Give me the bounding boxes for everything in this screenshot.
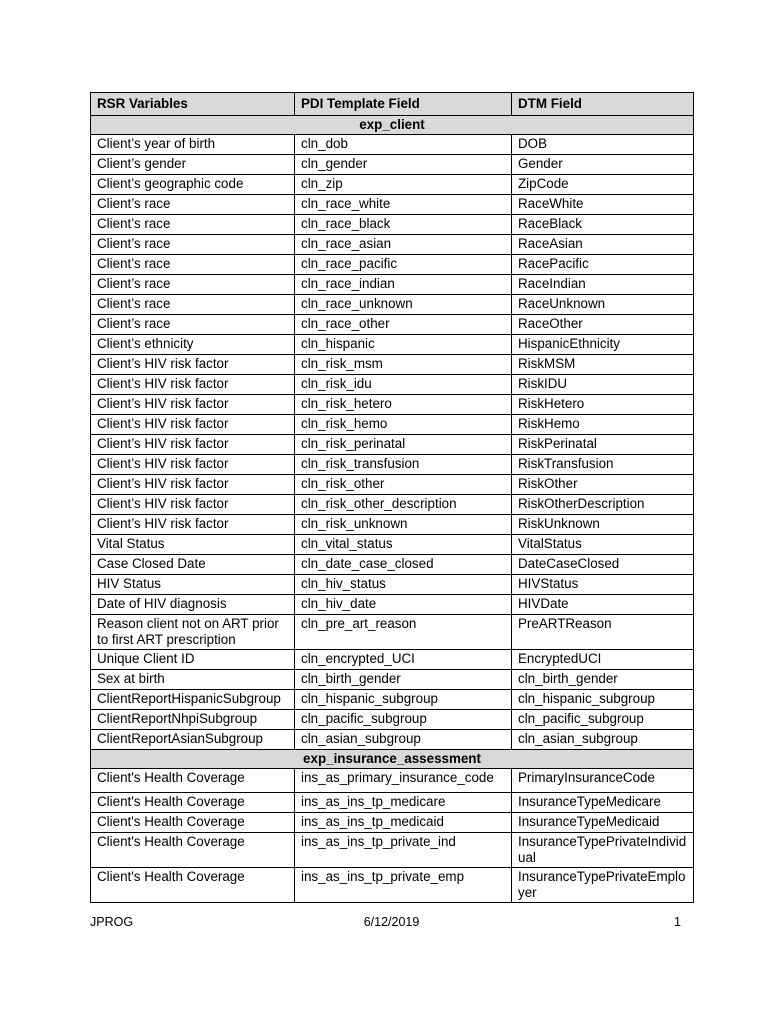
table-row	[91, 195, 694, 215]
header-dtm-field: DTM Field	[512, 93, 694, 116]
table-row	[91, 730, 694, 750]
cell-dtm-field: cln_pacific_subgroup	[512, 710, 694, 730]
table-row	[91, 690, 694, 710]
cell-rsr-variable: Client’s race	[91, 315, 295, 335]
variable-mapping-table-container	[90, 92, 693, 903]
table-row	[91, 455, 694, 475]
cell-dtm-field: InsuranceTypeMedicare	[512, 793, 694, 813]
cell-rsr-variable: Client's Health Coverage	[91, 833, 295, 868]
variable-mapping-table	[90, 92, 694, 903]
cell-pdi-template-field: cln_vital_status	[295, 535, 512, 555]
table-row	[91, 375, 694, 395]
cell-pdi-template-field: cln_risk_transfusion	[295, 455, 512, 475]
cell-rsr-variable: Client's Health Coverage	[91, 868, 295, 903]
cell-rsr-variable: Unique Client ID	[91, 650, 295, 670]
cell-rsr-variable: ClientReportAsianSubgroup	[91, 730, 295, 750]
cell-rsr-variable: Client’s ethnicity	[91, 335, 295, 355]
table-header	[91, 93, 694, 116]
cell-pdi-template-field: cln_risk_other_description	[295, 495, 512, 515]
cell-dtm-field: RiskOther	[512, 475, 694, 495]
cell-rsr-variable: Client’s HIV risk factor	[91, 455, 295, 475]
table-row	[91, 575, 694, 595]
cell-dtm-field: RaceIndian	[512, 275, 694, 295]
table-row	[91, 135, 694, 155]
cell-dtm-field: RiskMSM	[512, 355, 694, 375]
table-body	[91, 116, 694, 903]
table-row	[91, 255, 694, 275]
cell-pdi-template-field: cln_risk_hetero	[295, 395, 512, 415]
table-row	[91, 175, 694, 195]
cell-rsr-variable: Client’s HIV risk factor	[91, 515, 295, 535]
cell-dtm-field: RaceOther	[512, 315, 694, 335]
cell-dtm-field: RiskHemo	[512, 415, 694, 435]
cell-pdi-template-field: cln_race_indian	[295, 275, 512, 295]
table-row	[91, 275, 694, 295]
cell-dtm-field: RiskTransfusion	[512, 455, 694, 475]
cell-pdi-template-field: ins_as_ins_tp_private_emp	[295, 868, 512, 903]
table-row	[91, 535, 694, 555]
cell-pdi-template-field: cln_risk_unknown	[295, 515, 512, 535]
cell-dtm-field: HispanicEthnicity	[512, 335, 694, 355]
cell-pdi-template-field: cln_risk_perinatal	[295, 435, 512, 455]
cell-rsr-variable: Client’s race	[91, 255, 295, 275]
cell-pdi-template-field: cln_race_other	[295, 315, 512, 335]
table-row	[91, 813, 694, 833]
cell-pdi-template-field: cln_race_pacific	[295, 255, 512, 275]
cell-dtm-field: RiskIDU	[512, 375, 694, 395]
cell-rsr-variable: Client’s race	[91, 295, 295, 315]
table-row	[91, 235, 694, 255]
cell-rsr-variable: Client’s HIV risk factor	[91, 495, 295, 515]
cell-pdi-template-field: cln_race_black	[295, 215, 512, 235]
cell-pdi-template-field: ins_as_ins_tp_private_ind	[295, 833, 512, 868]
cell-dtm-field: VitalStatus	[512, 535, 694, 555]
table-row	[91, 155, 694, 175]
table-row	[91, 475, 694, 495]
table-row	[91, 595, 694, 615]
table-row	[91, 495, 694, 515]
table-row	[91, 415, 694, 435]
cell-rsr-variable: Case Closed Date	[91, 555, 295, 575]
cell-pdi-template-field: cln_hispanic	[295, 335, 512, 355]
cell-dtm-field: cln_hispanic_subgroup	[512, 690, 694, 710]
cell-rsr-variable: Client’s geographic code	[91, 175, 295, 195]
table-row	[91, 335, 694, 355]
cell-rsr-variable: HIV Status	[91, 575, 295, 595]
cell-dtm-field: HIVStatus	[512, 575, 694, 595]
section-row	[91, 116, 694, 135]
cell-rsr-variable: ClientReportHispanicSubgroup	[91, 690, 295, 710]
cell-dtm-field: RiskOtherDescription	[512, 495, 694, 515]
cell-dtm-field: DOB	[512, 135, 694, 155]
cell-rsr-variable: Client’s HIV risk factor	[91, 475, 295, 495]
cell-pdi-template-field: cln_encrypted_UCI	[295, 650, 512, 670]
cell-dtm-field: RaceWhite	[512, 195, 694, 215]
cell-pdi-template-field: ins_as_ins_tp_medicaid	[295, 813, 512, 833]
cell-rsr-variable: Client's Health Coverage	[91, 793, 295, 813]
cell-rsr-variable: Date of HIV diagnosis	[91, 595, 295, 615]
table-row	[91, 315, 694, 335]
cell-rsr-variable: Client's Health Coverage	[91, 813, 295, 833]
cell-dtm-field: RaceUnknown	[512, 295, 694, 315]
cell-pdi-template-field: cln_race_white	[295, 195, 512, 215]
cell-rsr-variable: Client’s HIV risk factor	[91, 375, 295, 395]
table-row	[91, 868, 694, 903]
table-row	[91, 650, 694, 670]
cell-rsr-variable: Client’s race	[91, 215, 295, 235]
table-row	[91, 515, 694, 535]
cell-dtm-field: RiskHetero	[512, 395, 694, 415]
cell-pdi-template-field: cln_gender	[295, 155, 512, 175]
footer-date: 6/12/2019	[363, 915, 420, 929]
cell-pdi-template-field: cln_asian_subgroup	[295, 730, 512, 750]
cell-dtm-field: cln_birth_gender	[512, 670, 694, 690]
cell-rsr-variable: Sex at birth	[91, 670, 295, 690]
table-row	[91, 355, 694, 375]
cell-rsr-variable: Client’s HIV risk factor	[91, 395, 295, 415]
cell-rsr-variable: Client's Health Coverage	[91, 769, 295, 793]
table-row	[91, 670, 694, 690]
cell-pdi-template-field: cln_zip	[295, 175, 512, 195]
cell-rsr-variable: Client’s year of birth	[91, 135, 295, 155]
cell-dtm-field: EncryptedUCI	[512, 650, 694, 670]
cell-dtm-field: InsuranceTypePrivateIndividual	[512, 833, 694, 868]
table-row	[91, 769, 694, 793]
cell-pdi-template-field: cln_risk_hemo	[295, 415, 512, 435]
cell-pdi-template-field: cln_risk_idu	[295, 375, 512, 395]
table-row	[91, 555, 694, 575]
table-row	[91, 215, 694, 235]
header-pdi-template-field: PDI Template Field	[295, 93, 512, 116]
cell-rsr-variable: Client’s gender	[91, 155, 295, 175]
cell-pdi-template-field: cln_hiv_date	[295, 595, 512, 615]
cell-pdi-template-field: cln_race_unknown	[295, 295, 512, 315]
cell-dtm-field: PrimaryInsuranceCode	[512, 769, 694, 793]
table-row	[91, 615, 694, 650]
cell-dtm-field: PreARTReason	[512, 615, 694, 650]
cell-pdi-template-field: cln_risk_other	[295, 475, 512, 495]
cell-pdi-template-field: cln_risk_msm	[295, 355, 512, 375]
cell-rsr-variable: ClientReportNhpiSubgroup	[91, 710, 295, 730]
cell-rsr-variable: Reason client not on ART prior to first ART prescription	[91, 615, 295, 650]
header-row	[91, 93, 694, 116]
cell-dtm-field: RaceBlack	[512, 215, 694, 235]
cell-pdi-template-field: cln_hiv_status	[295, 575, 512, 595]
cell-dtm-field: HIVDate	[512, 595, 694, 615]
table-row	[91, 710, 694, 730]
cell-pdi-template-field: ins_as_ins_tp_medicare	[295, 793, 512, 813]
cell-pdi-template-field: cln_date_case_closed	[295, 555, 512, 575]
cell-dtm-field: Gender	[512, 155, 694, 175]
table-row	[91, 395, 694, 415]
section-title: exp_insurance_assessment	[91, 750, 694, 769]
cell-rsr-variable: Client’s HIV risk factor	[91, 435, 295, 455]
cell-pdi-template-field: cln_hispanic_subgroup	[295, 690, 512, 710]
cell-dtm-field: DateCaseClosed	[512, 555, 694, 575]
cell-dtm-field: RaceAsian	[512, 235, 694, 255]
cell-pdi-template-field: cln_dob	[295, 135, 512, 155]
cell-rsr-variable: Client’s race	[91, 195, 295, 215]
cell-pdi-template-field: cln_pre_art_reason	[295, 615, 512, 650]
cell-dtm-field: InsuranceTypeMedicaid	[512, 813, 694, 833]
header-rsr-variables: RSR Variables	[91, 93, 295, 116]
cell-rsr-variable: Client’s HIV risk factor	[91, 415, 295, 435]
cell-dtm-field: RacePacific	[512, 255, 694, 275]
cell-rsr-variable: Vital Status	[91, 535, 295, 555]
cell-pdi-template-field: cln_race_asian	[295, 235, 512, 255]
cell-dtm-field: ZipCode	[512, 175, 694, 195]
cell-dtm-field: InsuranceTypePrivateEmployer	[512, 868, 694, 903]
cell-pdi-template-field: ins_as_primary_insurance_code	[295, 769, 512, 793]
cell-dtm-field: cln_asian_subgroup	[512, 730, 694, 750]
cell-pdi-template-field: cln_birth_gender	[295, 670, 512, 690]
cell-rsr-variable: Client’s HIV risk factor	[91, 355, 295, 375]
cell-pdi-template-field: cln_pacific_subgroup	[295, 710, 512, 730]
cell-dtm-field: RiskUnknown	[512, 515, 694, 535]
table-row	[91, 793, 694, 813]
footer-left-text: JPROG	[90, 915, 134, 929]
cell-rsr-variable: Client’s race	[91, 275, 295, 295]
cell-rsr-variable: Client’s race	[91, 235, 295, 255]
table-row	[91, 435, 694, 455]
table-row	[91, 295, 694, 315]
cell-dtm-field: RiskPerinatal	[512, 435, 694, 455]
page-number: 1	[674, 915, 681, 929]
section-row	[91, 750, 694, 769]
section-title: exp_client	[91, 116, 694, 135]
table-row	[91, 833, 694, 868]
